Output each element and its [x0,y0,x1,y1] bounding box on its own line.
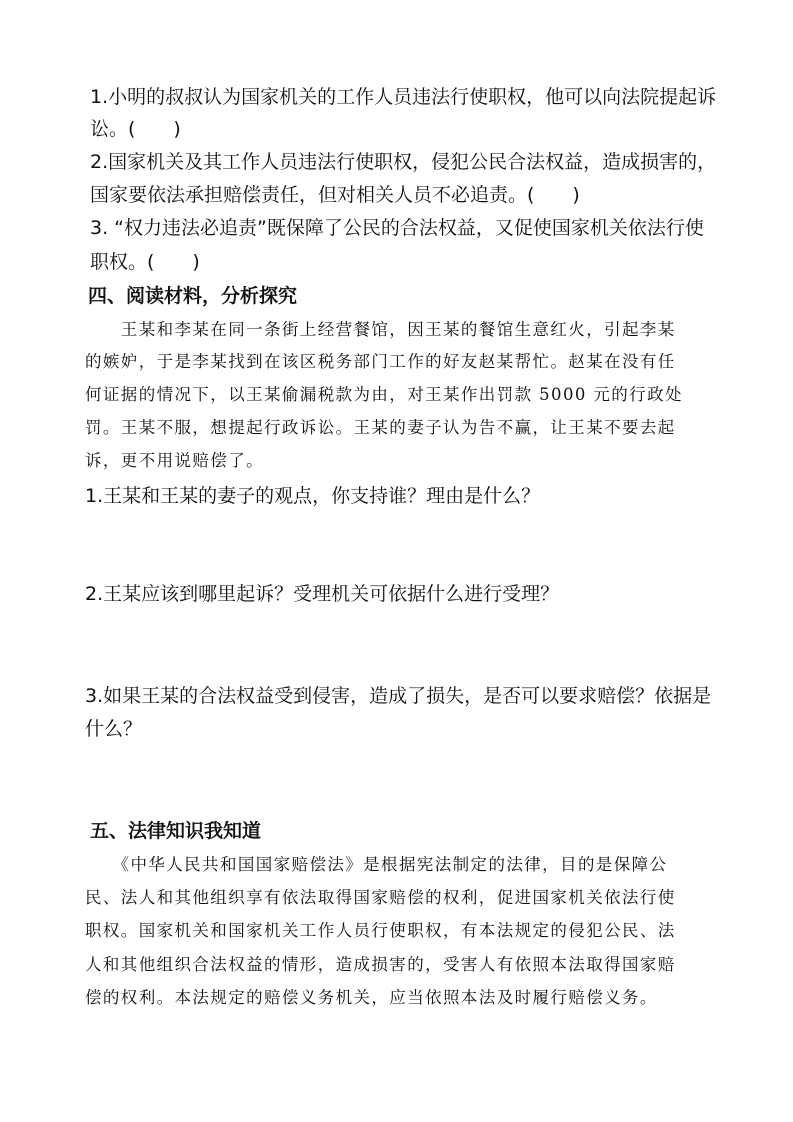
section-4-heading: 四、阅读材料，分析探究 [88,285,298,307]
passage-line: 《中华人民共和国国家赔偿法》是根据宪法制定的法律，目的是保障公 [85,855,668,874]
answer-space-1[interactable] [85,512,705,580]
answer-space-3[interactable] [85,746,705,816]
passage-line: 诉，更不用说赔偿了。 [85,451,264,470]
passage-line: 罚。王某不服，想提起行政诉讼。王某的妻子认为告不赢，让王某不要去起 [85,418,676,437]
question-3-line-2: 什么？ [85,718,143,740]
question-1: 1.王某和王某的妻子的观点，你支持谁？理由是什么？ [85,485,541,507]
passage-line: 王某和李某在同一条街上经营餐馆，因王某的餐馆生意红火，引起李某 [85,320,676,339]
passage-line: 偿的权利。本法规定的赔偿义务机关，应当依照本法及时履行赔偿义务。 [85,988,658,1007]
passage-line: 民、法人和其他组织享有依法取得国家赔偿的权利，促进国家机关依法行使 [85,888,676,907]
judgment-item-1-line-1: 1.小明的叔叔认为国家机关的工作人员违法行使职权，他可以向法院提起诉 [90,86,717,108]
passage-line: 的嫉妒，于是李某找到在该区税务部门工作的好友赵某帮忙。赵某在没有任 [85,352,676,371]
judgment-item-2-line-1: 2.国家机关及其工作人员违法行使职权，侵犯公民合法权益，造成损害的， [90,151,717,173]
question-3-line-1: 3.如果王某的合法权益受到侵害，造成了损失，是否可以要求赔偿？依据是 [85,685,712,707]
judgment-item-2-line-2: 国家要依法承担赔偿责任，但对相关人员不必追责。( ) [90,184,580,206]
judgment-item-3-line-1: 3. “权力违法必追责”既保障了公民的合法权益，又促使国家机关依法行使 [90,217,704,239]
passage-line: 人和其他组织合法权益的情形，造成损害的，受害人有依照本法取得国家赔 [85,955,676,974]
judgment-item-3-line-2: 职权。( ) [90,251,200,273]
answer-space-2[interactable] [85,610,705,678]
judgment-item-1-line-2: 讼。( ) [90,118,181,140]
passage-line: 何证据的情况下，以王某偷漏税款为由，对王某作出罚款 5000 元的行政处 [85,385,683,404]
passage-line: 职权。国家机关和国家机关工作人员行使职权，有本法规定的侵犯公民、法 [85,921,676,940]
section-5-heading: 五、法律知识我知道 [90,820,262,842]
question-2: 2.王某应该到哪里起诉？受理机关可依据什么进行受理？ [85,583,560,605]
